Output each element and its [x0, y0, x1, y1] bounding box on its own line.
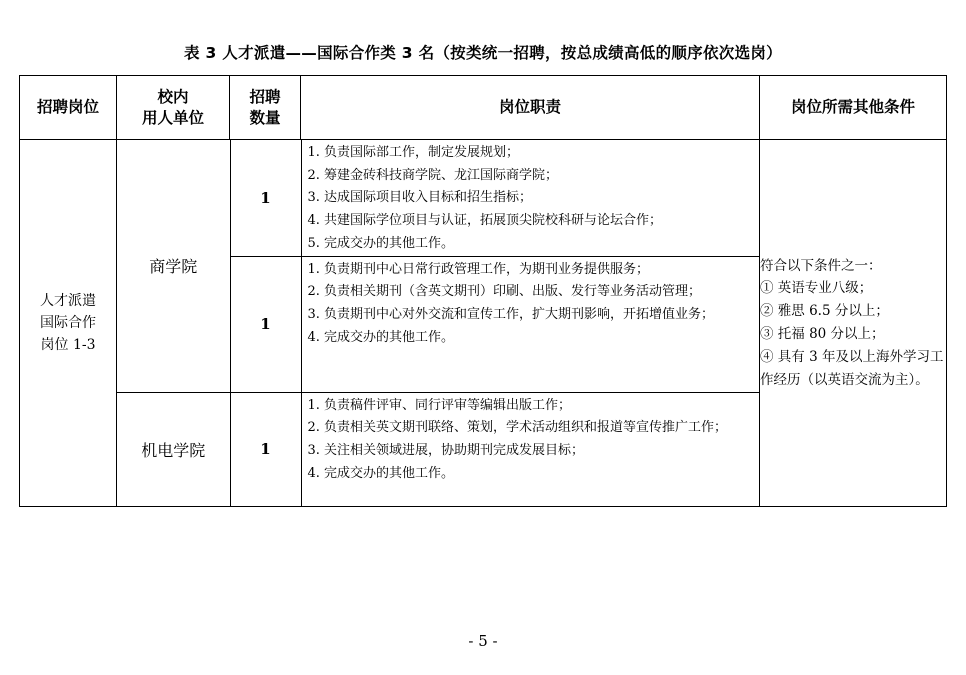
duty-item: 1. 负责稿件评审、同行评审等编辑出版工作； [307, 397, 572, 413]
duty-item: 5. 完成交办的其他工作。 [307, 235, 455, 251]
table-body-row [20, 140, 947, 507]
conditions-cell [760, 140, 947, 507]
header-count-line2: 数量 [249, 108, 281, 127]
header-count [230, 76, 301, 140]
condition-item: ④ 具有 3 年及以上海外学习工作经历（以英语交流为主）。 [760, 348, 944, 388]
table-title: 表 3 人才派遣——国际合作类 3 名（按类统一招聘，按总成绩高低的顺序依次选岗） [184, 44, 782, 62]
table-row [117, 392, 760, 506]
unit-cell-business: 商学院 [117, 140, 230, 392]
conditions-intro: 符合以下条件之一： [760, 257, 882, 274]
condition-item: ② 雅思 6.5 分以上； [760, 303, 889, 320]
header-position: 招聘岗位 [20, 76, 117, 140]
header-conditions: 岗位所需其他条件 [760, 76, 947, 140]
duty-item: 3. 达成国际项目收入目标和招生指标； [307, 190, 533, 206]
units-table [117, 140, 760, 506]
duty-item: 2. 负责相关期刊（含英文期刊）印刷、出版、发行等业务活动管理； [307, 284, 702, 300]
duty-item: 1. 负责国际部工作，制定发展规划； [307, 145, 520, 160]
position-line2: 国际合作 [40, 315, 96, 331]
position-cell [20, 140, 117, 507]
position-line3: 岗位 1-3 [40, 337, 96, 353]
duty-item: 4. 完成交办的其他工作。 [307, 329, 455, 345]
table-header-row [20, 76, 947, 140]
duties-cell [301, 140, 760, 256]
units-duties-cell [117, 140, 760, 507]
recruitment-table [19, 75, 947, 507]
unit-cell-mechatronics: 机电学院 [117, 392, 230, 506]
duty-item: 3. 关注相关领域进展，协助期刊完成发展目标； [307, 442, 585, 458]
count-cell: 1 [230, 392, 301, 506]
count-cell: 1 [230, 256, 301, 392]
table-row [117, 140, 760, 256]
header-count-line1: 招聘 [249, 87, 281, 106]
header-duties: 岗位职责 [301, 76, 760, 140]
header-unit-line2: 用人单位 [141, 108, 204, 127]
condition-item: ① 英语专业八级； [760, 280, 873, 297]
duty-item: 4. 共建国际学位项目与认证，拓展顶尖院校科研与论坛合作； [307, 213, 663, 229]
page-number: - 5 - [468, 632, 498, 650]
duties-cell [301, 392, 760, 506]
duty-item: 4. 完成交办的其他工作。 [307, 465, 455, 481]
condition-item: ③ 托福 80 分以上； [760, 326, 885, 342]
duty-item: 1. 负责期刊中心日常行政管理工作，为期刊业务提供服务； [307, 261, 650, 277]
header-unit-line1: 校内 [157, 87, 189, 106]
duty-item: 2. 负责相关英文期刊联络、策划，学术活动组织和报道等宣传推广工作； [307, 420, 728, 436]
position-line1: 人才派遣 [40, 293, 96, 309]
duties-cell [301, 256, 760, 392]
header-unit [117, 76, 230, 140]
duty-item: 2. 筹建金砖科技商学院、龙江国际商学院； [307, 167, 559, 183]
duty-item: 3. 负责期刊中心对外交流和宣传工作，扩大期刊影响，开拓增值业务； [307, 306, 715, 322]
count-cell: 1 [230, 140, 301, 256]
